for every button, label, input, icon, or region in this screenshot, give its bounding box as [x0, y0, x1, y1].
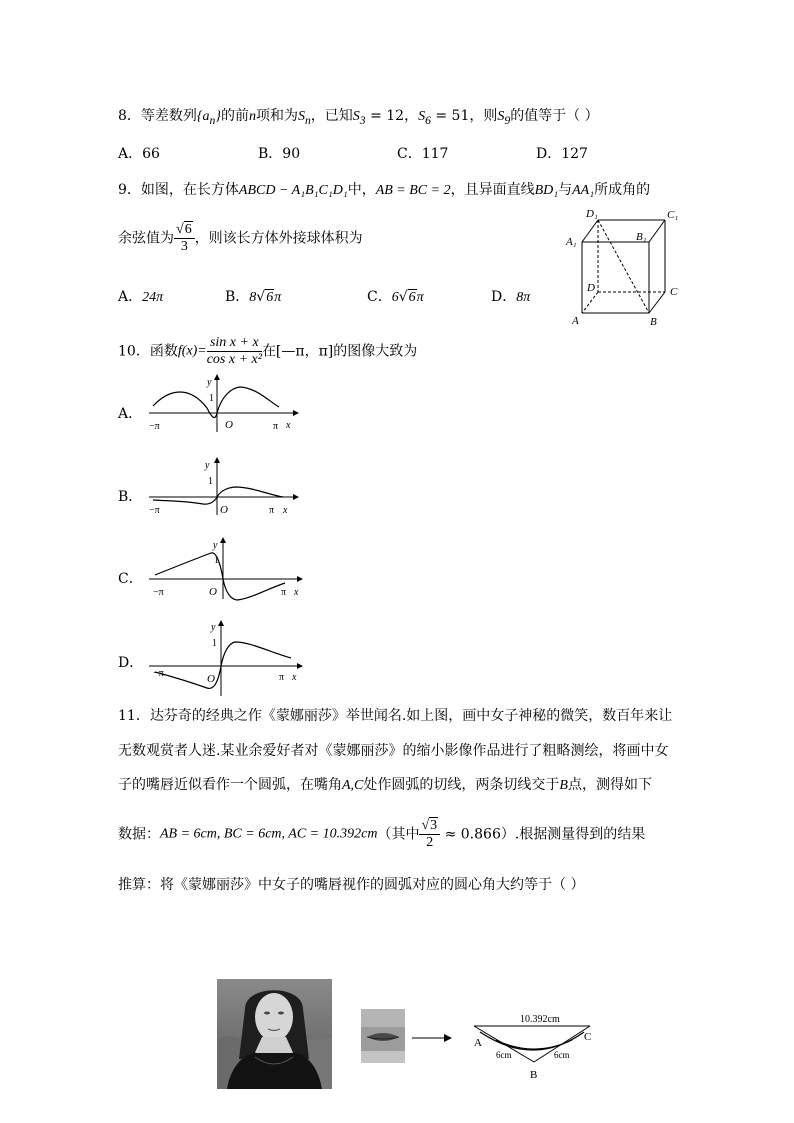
svg-text:y: y: [205, 460, 210, 471]
sequence-symbol: $\{a_n\}$: [196, 109, 221, 127]
svg-text:y: y: [213, 540, 218, 551]
svg-text:π: π: [269, 505, 275, 516]
svg-text:B: B: [650, 316, 657, 328]
q8-option-b[interactable]: B．90: [258, 146, 301, 162]
svg-text:−π: −π: [153, 668, 164, 679]
mona-lisa-image: [217, 979, 332, 1089]
question-8-stem: 8．等差数列$\{a_n\}$的前n项和为$S_n$，已知$S_3 = 12$，$S_6 = 51$，则$S_9$的值等于（ ）: [118, 108, 599, 127]
question-10-stem: 10．函数f(x)= $\frac{\text{sin x + x}}{\text{cos x + x²}}$ 在[—π，π]的图像大致为: [118, 335, 418, 367]
svg-text:B₁: B₁: [636, 231, 647, 243]
question-11-line5: 推算：将《蒙娜丽莎》中女子的嘴唇视作的圆弧对应的圆心角大约等于（ ）: [118, 877, 585, 893]
cuboid-figure: [560, 205, 690, 330]
svg-text:6cm: 6cm: [554, 1050, 570, 1060]
svg-text:A: A: [474, 1037, 482, 1049]
svg-text:A: A: [572, 315, 579, 327]
q9-option-d[interactable]: D．8π: [491, 289, 531, 305]
q9-option-a[interactable]: A．24π: [118, 289, 164, 305]
question-11-line3: 子的嘴唇近似看作一个圆弧，在嘴角A,C处作圆弧的切线，两条切线交于B点，测得如下: [118, 777, 652, 793]
lips-image: [361, 1009, 405, 1063]
svg-text:y: y: [211, 622, 216, 633]
svg-text:C: C: [584, 1031, 592, 1043]
svg-text:C₁: C₁: [667, 209, 679, 221]
svg-text:A₁: A₁: [566, 236, 577, 248]
q8-option-a[interactable]: A．66: [118, 146, 160, 162]
q10-graph-c[interactable]: [145, 537, 305, 601]
q10-graph-d[interactable]: [145, 618, 305, 698]
function-fraction: $\frac{\text{sin x + x}}{\text{cos x + x²}}$: [206, 335, 262, 367]
svg-text:−π: −π: [149, 421, 160, 432]
q9-option-c[interactable]: C．6√6π: [367, 289, 424, 305]
sqrt3-over-2-fraction: $\frac{√3}{2}$: [419, 818, 440, 851]
q8-option-c[interactable]: C．117: [397, 146, 449, 162]
arc-tangent-diagram: [468, 1010, 608, 1082]
svg-text:π: π: [281, 587, 287, 598]
question-9-stem-line1: 9．如图，在长方体ABCD − A₁B₁C₁D₁中，AB = BC = 2，且异面直线BD₁与AA₁所成角的: [118, 182, 651, 198]
svg-text:O: O: [220, 504, 228, 516]
svg-text:x: x: [292, 672, 297, 683]
question-11-line4: 数据：AB = 6cm, BC = 6cm, AC = 10.392cm（其中 $\frac{√3}{2}$ ≈ 0.866）.根据测量得到的结果: [118, 818, 646, 850]
svg-text:y: y: [207, 377, 212, 388]
q9-option-b[interactable]: B．8√6π: [225, 289, 282, 305]
question-11-line2: 无数观赏者人迷.某业余爱好者对《蒙娜丽莎》的缩小影像作品进行了粗略测绘，将画中女: [118, 743, 669, 759]
q10-option-c-label[interactable]: C．: [118, 571, 143, 587]
svg-text:O: O: [209, 586, 217, 598]
svg-text:−π: −π: [153, 587, 164, 598]
svg-text:D₁: D₁: [586, 208, 598, 220]
svg-text:1: 1: [208, 476, 213, 487]
cosine-fraction: $\frac{√6}{3}$: [174, 222, 195, 255]
svg-text:1: 1: [209, 393, 214, 404]
svg-text:O: O: [225, 419, 233, 431]
svg-text:O: O: [207, 673, 215, 685]
q10-option-b-label[interactable]: B．: [118, 489, 143, 505]
q10-graph-b[interactable]: [145, 457, 300, 519]
svg-text:1: 1: [214, 555, 219, 566]
svg-text:π: π: [273, 421, 279, 432]
svg-text:D: D: [587, 282, 595, 294]
q10-option-d-label[interactable]: D．: [118, 655, 144, 671]
svg-text:1: 1: [212, 638, 217, 649]
question-11-line1: 11．达芬奇的经典之作《蒙娜丽莎》举世闻名.如上图，画中女子神秘的微笑，数百年来让: [118, 708, 673, 724]
q10-graph-a[interactable]: [145, 374, 300, 436]
question-9-stem-line2: 余弦值为 $\frac{√6}{3}$ ，则该长方体外接球体积为: [118, 222, 363, 254]
svg-text:6cm: 6cm: [496, 1050, 512, 1060]
svg-text:10.392cm: 10.392cm: [520, 1014, 560, 1025]
q10-option-a-label[interactable]: A．: [118, 406, 143, 422]
svg-text:C: C: [670, 286, 678, 298]
arrow-icon: [412, 1032, 452, 1044]
svg-text:−π: −π: [149, 505, 160, 516]
svg-text:B: B: [530, 1069, 538, 1081]
svg-text:π: π: [279, 672, 285, 683]
svg-text:x: x: [283, 505, 288, 516]
svg-text:x: x: [294, 587, 299, 598]
svg-text:x: x: [286, 420, 291, 431]
q8-option-d[interactable]: D．127: [536, 146, 588, 162]
